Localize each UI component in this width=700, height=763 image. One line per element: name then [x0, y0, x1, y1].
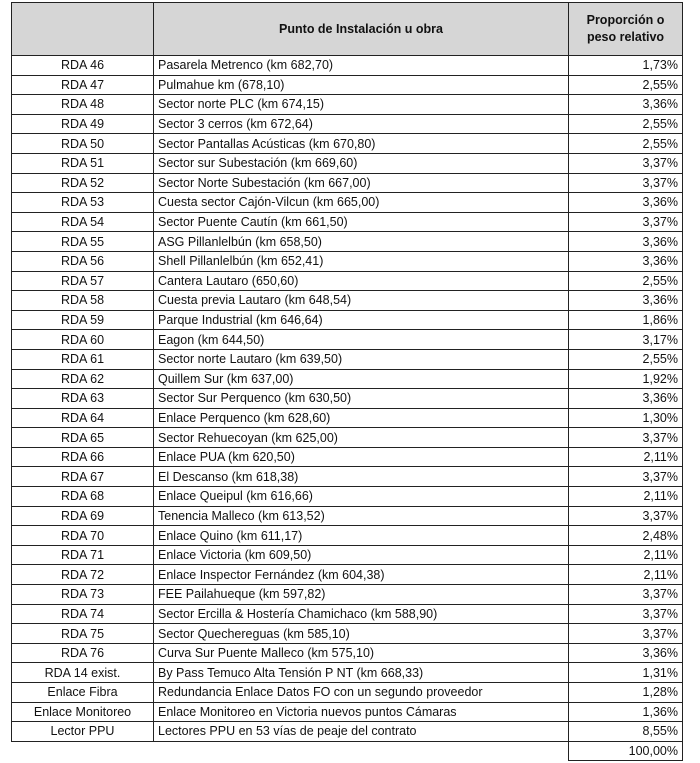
- row-installation-point: Curva Sur Puente Malleco (km 575,10): [154, 643, 569, 663]
- row-weight: 1,92%: [569, 369, 683, 389]
- row-code: RDA 71: [12, 545, 154, 565]
- row-installation-point: Sector Rehuecoyan (km 625,00): [154, 428, 569, 448]
- row-code: RDA 73: [12, 585, 154, 605]
- row-weight: 1,28%: [569, 683, 683, 703]
- row-installation-point: Enlace PUA (km 620,50): [154, 447, 569, 467]
- row-weight: 3,36%: [569, 193, 683, 213]
- row-code: RDA 72: [12, 565, 154, 585]
- row-code: RDA 56: [12, 251, 154, 271]
- row-installation-point: Shell Pillanlelbún (km 652,41): [154, 251, 569, 271]
- row-weight: 8,55%: [569, 722, 683, 742]
- row-installation-point: Cuesta previa Lautaro (km 648,54): [154, 291, 569, 311]
- table-row: [12, 291, 683, 311]
- row-weight: 1,36%: [569, 702, 683, 722]
- table-header-row: [12, 3, 683, 56]
- table-row: [12, 389, 683, 409]
- row-code: RDA 50: [12, 134, 154, 154]
- row-weight: 3,36%: [569, 643, 683, 663]
- row-code: RDA 75: [12, 624, 154, 644]
- row-weight: 2,55%: [569, 271, 683, 291]
- row-weight: 1,31%: [569, 663, 683, 683]
- row-weight: 1,73%: [569, 56, 683, 76]
- table-row: [12, 271, 683, 291]
- row-weight: 1,86%: [569, 310, 683, 330]
- row-installation-point: Sector Pantallas Acústicas (km 670,80): [154, 134, 569, 154]
- table-row: [12, 212, 683, 232]
- header-relative-weight: Proporción o peso relativo: [569, 3, 683, 56]
- row-code: Enlace Fibra: [12, 683, 154, 703]
- row-installation-point: ASG Pillanlelbún (km 658,50): [154, 232, 569, 252]
- row-weight: 2,11%: [569, 565, 683, 585]
- table-row: [12, 702, 683, 722]
- row-installation-point: By Pass Temuco Alta Tensión P NT (km 668,33): [154, 663, 569, 683]
- row-code: RDA 64: [12, 408, 154, 428]
- row-weight: 3,37%: [569, 585, 683, 605]
- row-weight: 2,55%: [569, 114, 683, 134]
- table-row: [12, 545, 683, 565]
- row-code: RDA 74: [12, 604, 154, 624]
- row-installation-point: Enlace Monitoreo en Victoria nuevos puntos Cámaras: [154, 702, 569, 722]
- row-code: RDA 61: [12, 349, 154, 369]
- row-weight: 3,37%: [569, 506, 683, 526]
- row-code: RDA 52: [12, 173, 154, 193]
- table-row: [12, 349, 683, 369]
- installation-weights-table: [11, 2, 683, 761]
- table-row: [12, 173, 683, 193]
- row-installation-point: El Descanso (km 618,38): [154, 467, 569, 487]
- row-installation-point: Enlace Victoria (km 609,50): [154, 545, 569, 565]
- row-installation-point: Sector Puente Cautín (km 661,50): [154, 212, 569, 232]
- row-weight: 3,17%: [569, 330, 683, 350]
- table-row: [12, 643, 683, 663]
- row-weight: 2,11%: [569, 447, 683, 467]
- row-code: RDA 66: [12, 447, 154, 467]
- table-row: [12, 585, 683, 605]
- row-installation-point: Sector Norte Subestación (km 667,00): [154, 173, 569, 193]
- row-installation-point: FEE Pailahueque (km 597,82): [154, 585, 569, 605]
- row-weight: 3,37%: [569, 212, 683, 232]
- row-installation-point: Sector norte PLC (km 674,15): [154, 95, 569, 115]
- total-weight: 100,00%: [569, 741, 683, 761]
- row-installation-point: Quillem Sur (km 637,00): [154, 369, 569, 389]
- row-installation-point: Enlace Inspector Fernández (km 604,38): [154, 565, 569, 585]
- row-code: RDA 47: [12, 75, 154, 95]
- row-code: RDA 76: [12, 643, 154, 663]
- row-code: RDA 59: [12, 310, 154, 330]
- table-row: [12, 153, 683, 173]
- row-installation-point: Enlace Perquenco (km 628,60): [154, 408, 569, 428]
- table-row: [12, 114, 683, 134]
- row-installation-point: Enlace Quino (km 611,17): [154, 526, 569, 546]
- row-installation-point: Parque Industrial (km 646,64): [154, 310, 569, 330]
- row-weight: 3,36%: [569, 232, 683, 252]
- row-weight: 3,37%: [569, 153, 683, 173]
- row-code: RDA 55: [12, 232, 154, 252]
- row-code: RDA 58: [12, 291, 154, 311]
- row-installation-point: Pasarela Metrenco (km 682,70): [154, 56, 569, 76]
- table-row: [12, 604, 683, 624]
- row-weight: 3,36%: [569, 95, 683, 115]
- row-code: RDA 65: [12, 428, 154, 448]
- table-row: [12, 330, 683, 350]
- row-code: RDA 53: [12, 193, 154, 213]
- table-row: [12, 369, 683, 389]
- row-installation-point: Tenencia Malleco (km 613,52): [154, 506, 569, 526]
- header-code: [12, 3, 154, 56]
- table-row: [12, 95, 683, 115]
- row-installation-point: Redundancia Enlace Datos FO con un segundo proveedor: [154, 683, 569, 703]
- row-code: RDA 57: [12, 271, 154, 291]
- table-row: [12, 663, 683, 683]
- row-weight: 3,36%: [569, 389, 683, 409]
- table-row: [12, 565, 683, 585]
- table-row: [12, 251, 683, 271]
- row-code: RDA 68: [12, 487, 154, 507]
- table-row: [12, 134, 683, 154]
- total-row: [12, 741, 683, 761]
- row-weight: 3,37%: [569, 624, 683, 644]
- table-row: [12, 193, 683, 213]
- row-installation-point: Sector sur Subestación (km 669,60): [154, 153, 569, 173]
- table-row: [12, 683, 683, 703]
- row-installation-point: Sector Sur Perquenco (km 630,50): [154, 389, 569, 409]
- table-row: [12, 624, 683, 644]
- table-row: [12, 75, 683, 95]
- table-row: [12, 467, 683, 487]
- table-row: [12, 526, 683, 546]
- row-code: Lector PPU: [12, 722, 154, 742]
- table-row: [12, 447, 683, 467]
- table-row: [12, 56, 683, 76]
- row-weight: 2,55%: [569, 134, 683, 154]
- row-code: RDA 48: [12, 95, 154, 115]
- row-installation-point: Cuesta sector Cajón-Vilcun (km 665,00): [154, 193, 569, 213]
- row-code: RDA 70: [12, 526, 154, 546]
- row-installation-point: Sector Ercilla & Hostería Chamichaco (km 588,90): [154, 604, 569, 624]
- row-code: Enlace Monitoreo: [12, 702, 154, 722]
- table-row: [12, 232, 683, 252]
- row-installation-point: Pulmahue km (678,10): [154, 75, 569, 95]
- row-weight: 3,37%: [569, 428, 683, 448]
- row-weight: 2,55%: [569, 75, 683, 95]
- row-code: RDA 51: [12, 153, 154, 173]
- row-installation-point: Lectores PPU en 53 vías de peaje del contrato: [154, 722, 569, 742]
- row-code: RDA 63: [12, 389, 154, 409]
- table-row: [12, 487, 683, 507]
- row-weight: 2,55%: [569, 349, 683, 369]
- row-weight: 3,36%: [569, 291, 683, 311]
- row-weight: 3,37%: [569, 604, 683, 624]
- row-code: RDA 46: [12, 56, 154, 76]
- row-code: RDA 49: [12, 114, 154, 134]
- table-row: [12, 428, 683, 448]
- row-code: RDA 60: [12, 330, 154, 350]
- row-code: RDA 14 exist.: [12, 663, 154, 683]
- row-code: RDA 62: [12, 369, 154, 389]
- table-row: [12, 310, 683, 330]
- row-code: RDA 54: [12, 212, 154, 232]
- row-weight: 3,37%: [569, 173, 683, 193]
- table-row: [12, 722, 683, 742]
- row-installation-point: Sector norte Lautaro (km 639,50): [154, 349, 569, 369]
- row-weight: 2,48%: [569, 526, 683, 546]
- row-code: RDA 69: [12, 506, 154, 526]
- table-row: [12, 408, 683, 428]
- row-installation-point: Eagon (km 644,50): [154, 330, 569, 350]
- row-weight: 3,36%: [569, 251, 683, 271]
- row-installation-point: Sector 3 cerros (km 672,64): [154, 114, 569, 134]
- row-installation-point: Cantera Lautaro (650,60): [154, 271, 569, 291]
- table-row: [12, 506, 683, 526]
- row-installation-point: Sector Quechereguas (km 585,10): [154, 624, 569, 644]
- row-installation-point: Enlace Queipul (km 616,66): [154, 487, 569, 507]
- row-weight: 1,30%: [569, 408, 683, 428]
- row-weight: 3,37%: [569, 467, 683, 487]
- row-weight: 2,11%: [569, 545, 683, 565]
- header-installation-point: Punto de Instalación u obra: [154, 3, 569, 56]
- row-weight: 2,11%: [569, 487, 683, 507]
- row-code: RDA 67: [12, 467, 154, 487]
